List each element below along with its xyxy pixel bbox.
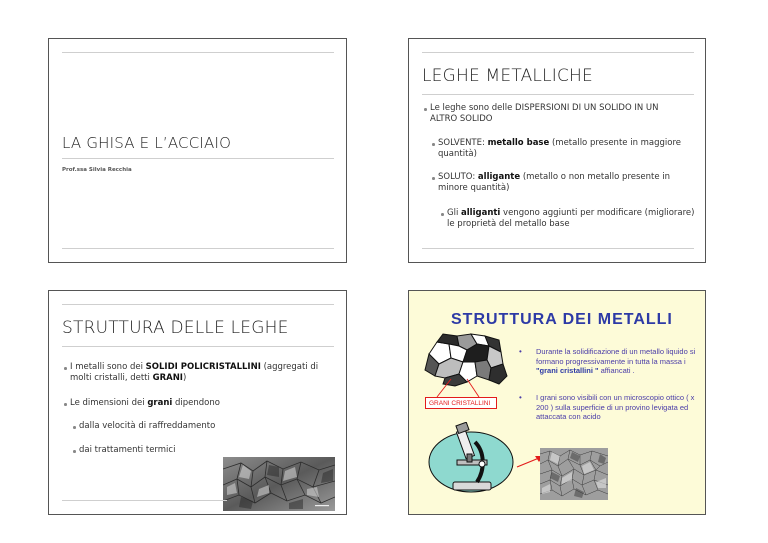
microscope-icon	[427, 422, 517, 496]
bullet-dot	[441, 213, 444, 216]
bottom-rule	[62, 248, 334, 249]
top-rule	[422, 52, 694, 53]
slide-2	[408, 38, 706, 263]
grani-cristallini-label: GRANI CRISTALLINI	[425, 397, 497, 409]
microscopio-paragraph: I grani sono visibili con un microscopio ottico ( x 200 ) sulla superficie di un provino levigata ed attaccata con acido	[536, 393, 695, 421]
bullet-dot: •	[519, 393, 522, 402]
bullet-dot	[73, 426, 76, 429]
bullet-dot	[64, 367, 67, 370]
slide-3	[48, 290, 347, 515]
bullet-dot	[424, 108, 427, 111]
microscope-micrograph-image	[540, 448, 608, 500]
bullet-dot	[432, 143, 435, 146]
bottom-rule	[62, 500, 227, 501]
bottom-rule	[422, 248, 694, 249]
grain-micrograph-image	[223, 457, 335, 511]
raffreddamento-bullet: dalla velocità di raffreddamento	[79, 421, 216, 431]
alliganti-bullet: Gli alliganti vengono aggiunti per modificare (migliorare) le proprietà del metallo base	[447, 208, 695, 229]
dimensioni-bullet: Le dimensioni dei grani dipendono	[70, 398, 220, 408]
author: Prof.ssa Silvia Recchia	[62, 167, 132, 173]
bullet-dot	[432, 177, 435, 180]
trattamenti-bullet: dai trattamenti termici	[79, 445, 176, 455]
soluto-bullet: SOLUTO: alligante (metallo o non metallo presente in minore quantità)	[438, 172, 671, 193]
top-rule	[62, 304, 334, 305]
intro-bullet: Le leghe sono delle DISPERSIONI DI UN SOLIDO IN UN ALTRO SOLIDO	[430, 103, 659, 124]
slide-1	[48, 38, 347, 263]
solidificazione-paragraph: Durante la solidificazione di un metallo liquido si formano progressivamente in tutta la massa i "grani cristallini " affiancati .	[536, 347, 696, 375]
slide-title: LA GHISA E L’ACCIAIO	[62, 134, 232, 152]
top-rule	[62, 52, 334, 53]
slide-title: STRUTTURA DEI METALLI	[451, 311, 673, 328]
title-rule	[422, 94, 694, 95]
title-rule	[62, 346, 334, 347]
bullet-dot: •	[519, 347, 522, 356]
slide-title: STRUTTURA DELLE LEGHE	[62, 318, 289, 338]
title-rule	[62, 158, 334, 159]
solvente-bullet: SOLVENTE: metallo base (metallo presente in maggiore quantità)	[438, 138, 682, 159]
slide-4	[408, 290, 706, 515]
slide-title: LEGHE METALLICHE	[422, 66, 593, 86]
bullet-dot	[73, 450, 76, 453]
policristallini-bullet: I metalli sono dei SOLIDI POLICRISTALLINI (aggregati di molti cristalli, detti GRANI)	[70, 362, 319, 383]
bullet-dot	[64, 403, 67, 406]
